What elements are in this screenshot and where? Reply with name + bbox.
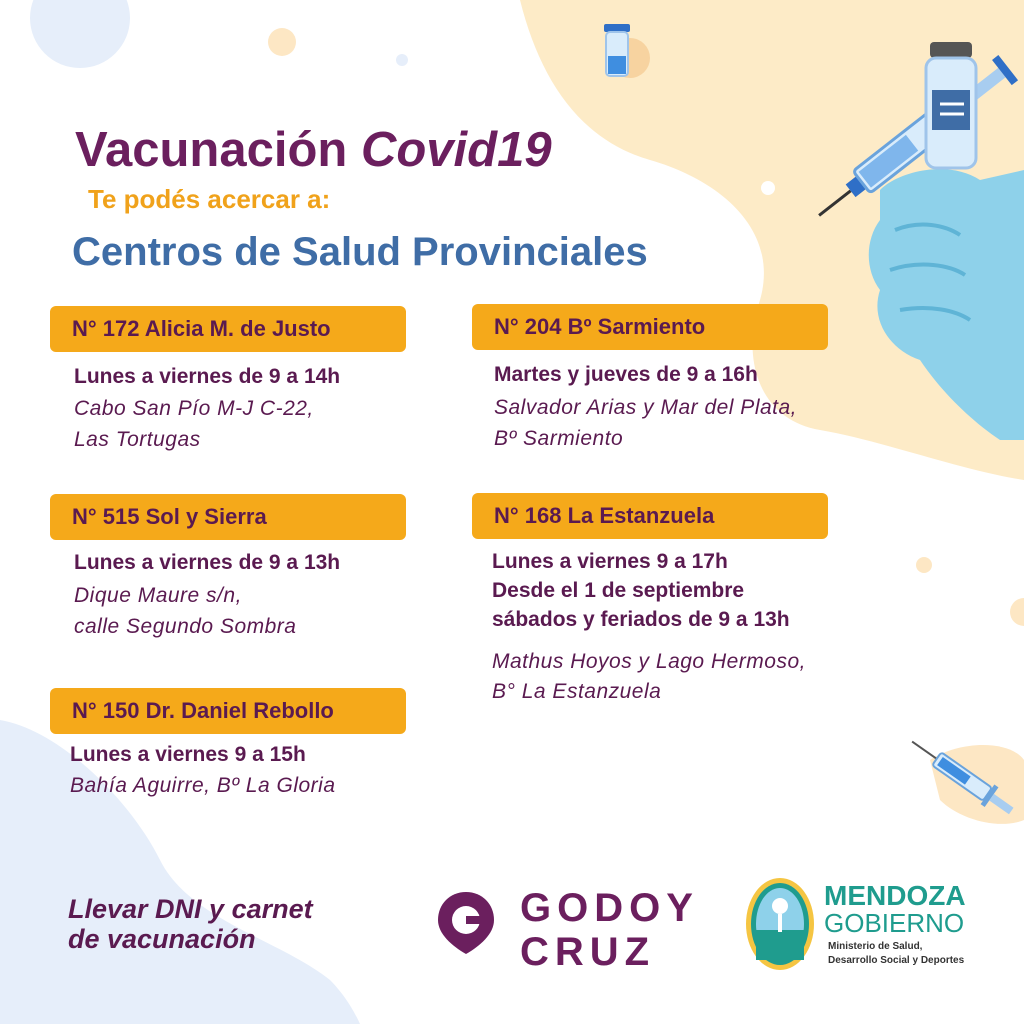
center-name-badge: N° 150 Dr. Daniel Rebollo: [50, 688, 406, 734]
requirements-note-line: Llevar DNI y carnet: [68, 894, 313, 924]
mendoza-subtitle: GOBIERNO: [824, 908, 965, 938]
center-address: Cabo San Pío M-J C-22,: [74, 397, 314, 420]
center-name-badge: N° 172 Alicia M. de Justo: [50, 306, 406, 352]
gloved-hand-icon: [770, 20, 1024, 440]
center-address: B° La Estanzuela: [492, 680, 662, 703]
ministry-name: [828, 940, 964, 968]
vaccine-vial-icon: [598, 20, 652, 82]
center-schedule: Lunes a viernes 9 a 17h: [492, 550, 728, 573]
center-name-badge: N° 168 La Estanzuela: [472, 493, 828, 539]
syringe-icon: [910, 730, 1024, 830]
center-name-badge: N° 515 Sol y Sierra: [50, 494, 406, 540]
center-schedule: Lunes a viernes de 9 a 13h: [74, 551, 341, 574]
mendoza-coat-of-arms-icon: [744, 874, 816, 974]
center-name-badge: N° 204 Bº Sarmiento: [472, 304, 828, 350]
subtitle: Te podés acercar a:: [88, 184, 331, 214]
mendoza-title: MENDOZA: [824, 880, 966, 911]
center-schedule: Lunes a viernes de 9 a 14h: [74, 365, 341, 388]
center-schedule: sábados y feriados de 9 a 13h: [492, 608, 790, 631]
center-address: Las Tortugas: [74, 428, 201, 451]
center-address: calle Segundo Sombra: [74, 615, 297, 638]
godoy-cruz-logo-icon: [434, 888, 498, 958]
page-title: Vacunación Covid19: [75, 123, 552, 177]
center-address: Bº Sarmiento: [494, 427, 624, 450]
godoy-cruz-wordmark-line: CRUZ: [520, 930, 656, 974]
ministry-name-line: Desarrollo Social y Deportes: [828, 955, 965, 966]
requirements-note-line: de vacunación: [68, 924, 256, 954]
center-address: Bahía Aguirre, Bº La Gloria: [70, 774, 336, 797]
center-schedule: Martes y jueves de 9 a 16h: [494, 363, 758, 386]
center-schedule: Desde el 1 de septiembre: [492, 579, 745, 602]
center-address: Mathus Hoyos y Lago Hermoso,: [492, 650, 806, 673]
center-address: Salvador Arias y Mar del Plata,: [494, 396, 798, 419]
center-address: Dique Maure s/n,: [74, 584, 242, 607]
section-title: Centros de Salud Provinciales: [72, 230, 648, 274]
center-schedule: Lunes a viernes 9 a 15h: [70, 743, 306, 766]
godoy-cruz-wordmark: [520, 886, 699, 974]
godoy-cruz-wordmark-line: GODOY: [520, 886, 699, 930]
requirements-note: [68, 894, 313, 954]
ministry-name-line: Ministerio de Salud,: [828, 941, 923, 952]
